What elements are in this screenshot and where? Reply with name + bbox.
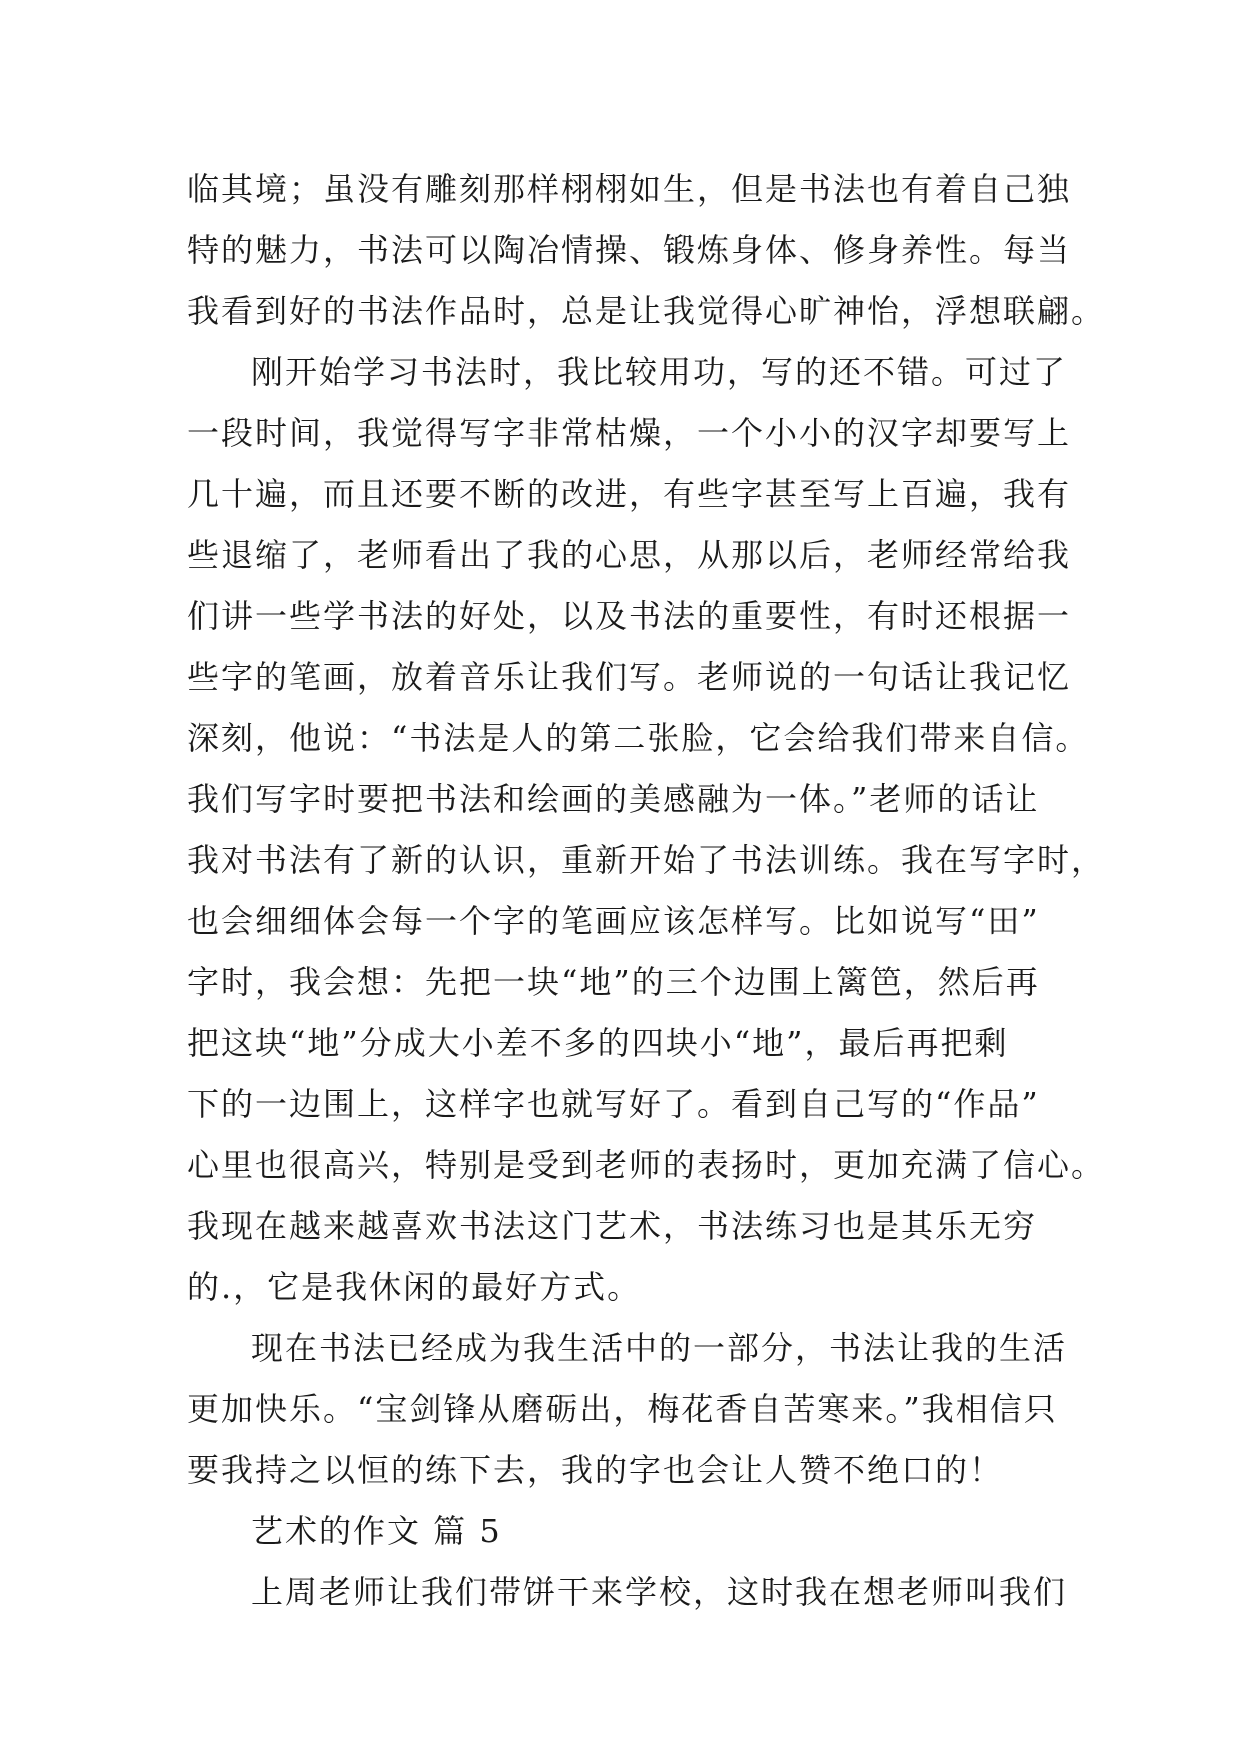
text-line: 一段时间，我觉得写字非常枯燥，一个小小的汉字却要写上: [187, 414, 1072, 452]
text-line: 深刻，他说：“书法是人的第二张脸，它会给我们带来自信。: [187, 719, 1090, 757]
article-body: [187, 159, 1106, 1623]
text-line: 我对书法有了新的认识，重新开始了书法训练。我在写字时，: [187, 841, 1106, 879]
text-line: 临其境；虽没有雕刻那样栩栩如生，但是书法也有着自己独: [187, 170, 1072, 208]
text-line: 心里也很高兴，特别是受到老师的表扬时，更加充满了信心。: [187, 1146, 1106, 1184]
text-line: 更加快乐。“宝剑锋从磨砺出，梅花香自苦寒来。”我相信只: [187, 1390, 1058, 1428]
text-line: 我看到好的书法作品时，总是让我觉得心旷神怡，浮想联翩。: [187, 292, 1106, 330]
text-line: 要我持之以恒的练下去，我的字也会让人赞不绝口的！: [187, 1451, 1004, 1489]
text-line: 我们写字时要把书法和绘画的美感融为一体。”老师的话让: [187, 780, 1040, 818]
text-line: 也会细细体会每一个字的笔画应该怎样写。比如说写“田”: [187, 902, 1040, 940]
text-line: 些字的笔画，放着音乐让我们写。老师说的一句话让我记忆: [187, 658, 1072, 696]
text-line: 我现在越来越喜欢书法这门艺术，书法练习也是其乐无穷: [187, 1207, 1038, 1245]
text-line: 几十遍，而且还要不断的改进，有些字甚至写上百遍，我有: [187, 475, 1072, 513]
text-line: 上周老师让我们带饼干来学校，这时我在想老师叫我们: [251, 1573, 1068, 1611]
text-line: 些退缩了，老师看出了我的心思，从那以后，老师经常给我: [187, 536, 1072, 574]
text-line: 刚开始学习书法时，我比较用功，写的还不错。可过了: [251, 353, 1068, 391]
text-line: 们讲一些学书法的好处，以及书法的重要性，有时还根据一: [187, 597, 1072, 635]
text-line: 字时，我会想：先把一块“地”的三个边围上篱笆，然后再: [187, 963, 1040, 1001]
text-line: 现在书法已经成为我生活中的一部分，书法让我的生活: [251, 1329, 1068, 1367]
text-line: 特的魅力，书法可以陶冶情操、锻炼身体、修身养性。每当: [187, 231, 1072, 269]
text-line: 把这块“地”分成大小差不多的四块小“地”，最后再把剩: [187, 1024, 1009, 1062]
text-line: 下的一边围上，这样字也就写好了。看到自己写的“作品”: [187, 1085, 1040, 1123]
text-line: 的.，它是我休闲的最好方式。: [187, 1268, 642, 1306]
section-heading: 艺术的作文 篇 5: [251, 1512, 502, 1550]
